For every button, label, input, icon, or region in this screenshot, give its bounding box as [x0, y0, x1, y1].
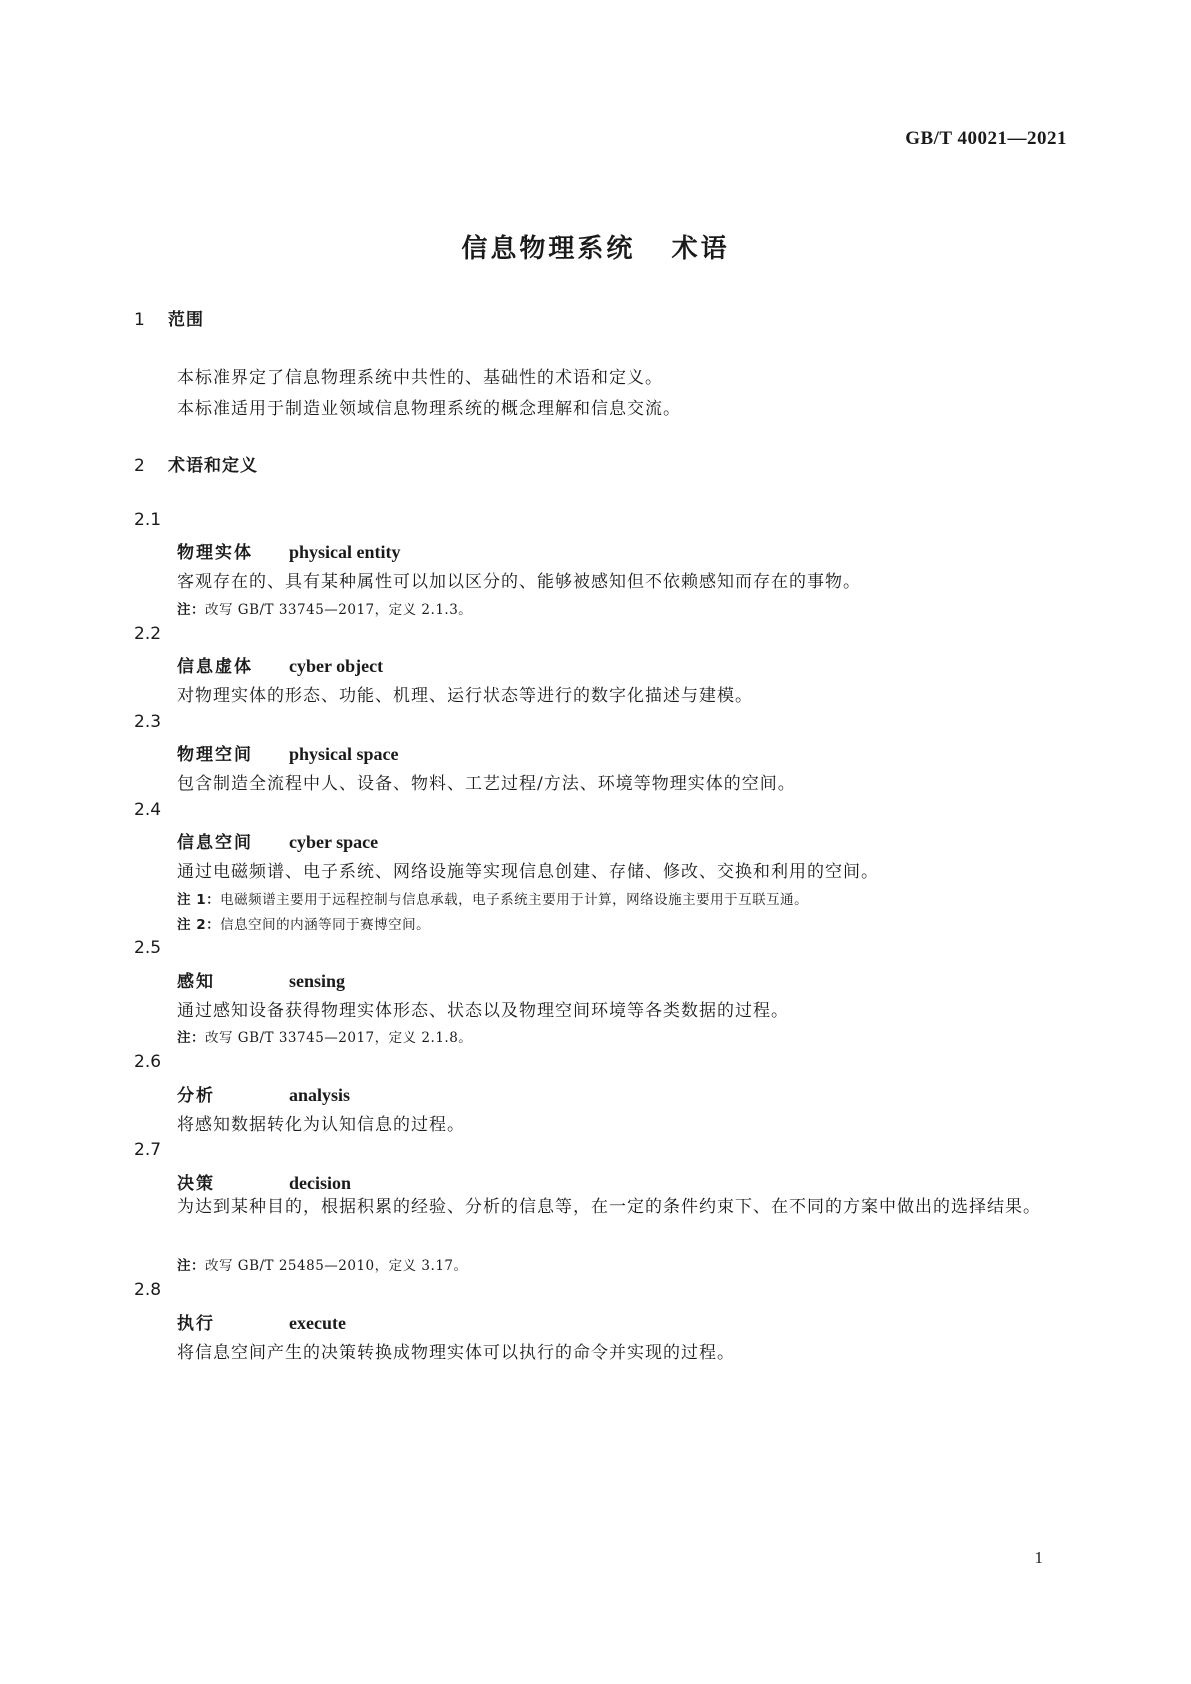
- term-number: 2.4: [134, 800, 162, 820]
- note-label: 注：: [177, 602, 205, 618]
- term-definition: 客观存在的、具有某种属性可以加以区分的、能够被感知但不依赖感知而存在的事物。: [177, 572, 861, 592]
- term-note: [177, 1254, 468, 1274]
- term-zh: 物理空间: [177, 745, 253, 765]
- term-definition: 包含制造全流程中人、设备、物料、工艺过程/方法、环境等物理实体的空间。: [177, 774, 796, 794]
- section-title: 范围: [168, 310, 204, 330]
- term-heading: [177, 740, 399, 765]
- term-zh: 决策: [177, 1174, 215, 1194]
- term-en: analysis: [289, 1085, 351, 1105]
- term-note: [177, 598, 472, 618]
- note-text: 改写 GB/T 33745—2017，定义 2.1.3。: [205, 602, 473, 618]
- term-note: [177, 913, 430, 933]
- term-heading: [177, 1309, 346, 1334]
- term-heading: [177, 652, 383, 677]
- section-title: 术语和定义: [168, 456, 258, 476]
- page-number: 1: [1034, 1548, 1043, 1567]
- document-title: 信息物理系统 术语: [461, 234, 730, 264]
- note-text: 改写 GB/T 25485—2010，定义 3.17。: [205, 1258, 468, 1274]
- term-en: physical space: [289, 744, 399, 764]
- standard-code: GB/T 40021—2021: [905, 128, 1067, 149]
- term-number: 2.1: [134, 510, 162, 530]
- term-definition: 通过电磁频谱、电子系统、网络设施等实现信息创建、存储、修改、交换和利用的空间。: [177, 862, 879, 882]
- section-heading-scope: [134, 305, 204, 330]
- term-number: 2.6: [134, 1052, 162, 1072]
- term-zh: 物理实体: [177, 543, 253, 563]
- term-zh: 信息虚体: [177, 657, 253, 677]
- term-note: [177, 1026, 472, 1046]
- term-number: 2.3: [134, 712, 162, 732]
- term-number: 2.8: [134, 1280, 162, 1300]
- term-heading: [177, 828, 378, 853]
- term-en: decision: [289, 1173, 352, 1193]
- term-en: sensing: [289, 971, 346, 991]
- note-text: 改写 GB/T 33745—2017，定义 2.1.8。: [205, 1030, 473, 1046]
- term-definition: 将感知数据转化为认知信息的过程。: [177, 1115, 465, 1135]
- term-definition: 对物理实体的形态、功能、机理、运行状态等进行的数字化描述与建模。: [177, 686, 753, 706]
- term-zh: 信息空间: [177, 833, 253, 853]
- term-en: cyber space: [289, 832, 379, 852]
- term-number: 2.7: [134, 1140, 162, 1160]
- note-text: 信息空间的内涵等同于赛博空间。: [220, 917, 431, 933]
- term-zh: 感知: [177, 972, 215, 992]
- term-number: 2.5: [134, 938, 162, 958]
- term-zh: 执行: [177, 1314, 215, 1334]
- term-en: execute: [289, 1313, 346, 1333]
- section-heading-terms: [134, 451, 258, 476]
- scope-paragraph: 本标准适用于制造业领域信息物理系统的概念理解和信息交流。: [177, 399, 681, 419]
- term-definition: 为达到某种目的，根据积累的经验、分析的信息等，在一定的条件约束下、在不同的方案中做出的选择结果。: [177, 1197, 1041, 1217]
- term-heading: [177, 967, 345, 992]
- section-number: 2: [134, 456, 146, 476]
- note-label: 注 2：: [177, 917, 221, 933]
- term-heading: [177, 1081, 350, 1106]
- term-en: cyber object: [289, 656, 384, 676]
- term-heading: [177, 538, 401, 563]
- note-label: 注 1：: [177, 892, 221, 908]
- term-definition: 通过感知设备获得物理实体形态、状态以及物理空间环境等各类数据的过程。: [177, 1001, 789, 1021]
- scope-paragraph: 本标准界定了信息物理系统中共性的、基础性的术语和定义。: [177, 368, 663, 388]
- term-number: 2.2: [134, 624, 162, 644]
- term-definition: 将信息空间产生的决策转换成物理实体可以执行的命令并实现的过程。: [177, 1343, 735, 1363]
- term-en: physical entity: [289, 542, 401, 562]
- term-note: [177, 888, 808, 908]
- term-zh: 分析: [177, 1086, 215, 1106]
- note-label: 注：: [177, 1030, 205, 1046]
- note-text: 电磁频谱主要用于远程控制与信息承载，电子系统主要用于计算，网络设施主要用于互联互通。: [220, 892, 809, 908]
- note-label: 注：: [177, 1258, 205, 1274]
- section-number: 1: [134, 310, 146, 330]
